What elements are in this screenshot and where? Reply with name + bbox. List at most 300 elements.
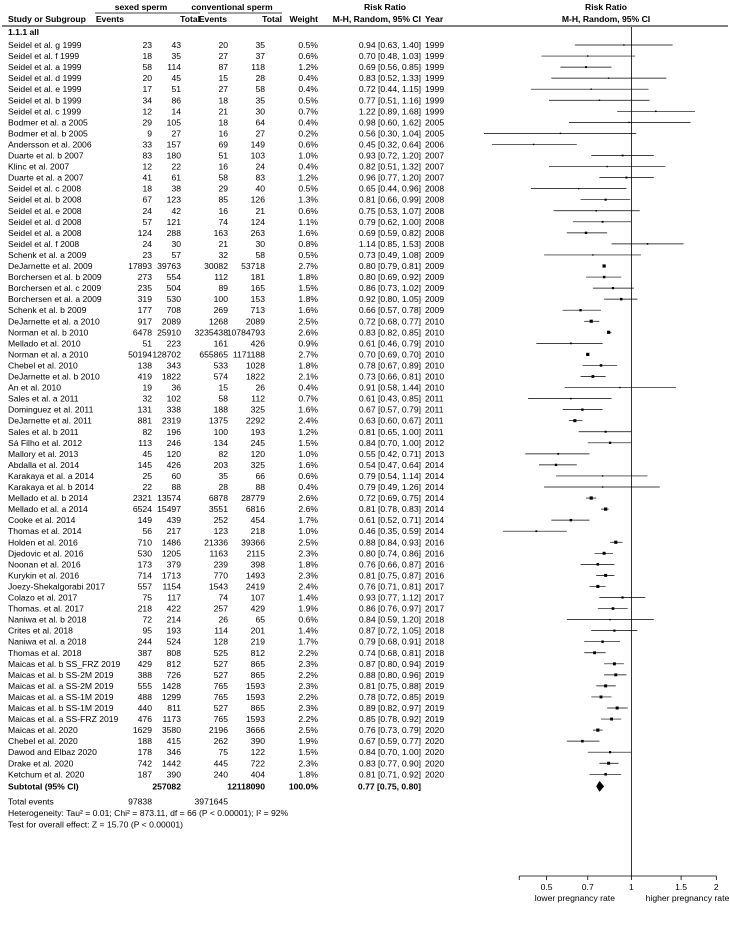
events-sexed: 23 [142,40,152,50]
group1-header: sexed sperm [114,2,168,12]
weight-value: 0.6% [298,51,318,62]
risk-ratio-ci: 0.70 [0.69, 0.70] [358,349,421,360]
risk-ratio-ci: 0.73 [0.49, 1.08] [358,249,421,260]
weight-value: 1.8% [298,272,318,283]
events-conventional: 58 [218,393,228,404]
events-conventional: 29 [218,183,228,194]
events-sexed: 917 [137,316,152,327]
subtotal-total-conventional: 12118090 [227,781,265,792]
total-sexed: 338 [166,404,181,415]
study-year: 2019 [425,658,445,669]
total-conventional: 245 [250,437,265,448]
total-conventional: 165 [250,283,265,294]
study-year: 2011 [425,404,444,415]
axis-label-left: lower pregnancy rate [534,893,615,903]
study-year: 2009 [425,249,445,260]
point-estimate [612,287,614,289]
study-name: Mallory et al. 2013 [8,448,79,459]
risk-ratio-ci: 0.93 [0.77, 1.12] [358,592,421,603]
events-sexed: 67 [142,194,152,205]
events-sexed: 177 [137,305,152,316]
events-conventional: 655865 [199,349,228,360]
study-year: 2020 [425,725,445,736]
events-sexed: 419 [137,371,152,382]
study-name: Borchersen et al. c 2009 [8,283,102,294]
total-conventional: 28779 [241,493,265,504]
events-conventional: 163 [213,227,228,238]
study-name: Mellado et al. a 2014 [8,504,88,515]
study-name: Seidel et al. e 2008 [8,205,82,216]
point-estimate [595,210,596,211]
point-estimate [599,100,600,101]
total-sexed: 390 [166,769,181,780]
point-estimate [579,309,581,311]
events-sexed: 19 [142,382,152,393]
events-sexed: 1629 [132,725,152,736]
events-conventional: 765 [213,680,228,691]
point-estimate [609,619,610,620]
total-sexed: 123 [166,194,181,205]
total-sexed: 30 [171,238,181,249]
study-year: 2011 [425,393,444,404]
total-conventional: 1822 [245,371,265,382]
risk-ratio-ci: 0.92 [0.80, 1.05] [358,294,421,305]
total-sexed: 246 [166,437,181,448]
study-name: Maicas et al. a SS-1M 2019 [8,691,114,702]
events-conventional: 239 [213,559,228,570]
weight-value: 0.4% [298,73,318,84]
total-conventional: 27 [255,128,265,139]
weight-value: 0.6% [298,470,318,481]
total-conventional: 865 [250,703,265,713]
total-conventional: 2089 [245,316,265,327]
weight-value: 0.7% [298,106,318,117]
weight-value: 2.3% [298,548,318,559]
total-conventional: 426 [250,338,265,349]
total-events-sexed: 97838 [128,796,152,807]
point-estimate [555,464,557,466]
total-sexed: 88 [171,482,181,492]
overall-effect-text: Test for overall effect: Z = 15.70 (P < 0.00001) [8,819,184,830]
weight-value: 1.0% [298,150,318,161]
weight-header: Weight [289,14,318,24]
events-conventional: 525 [213,647,228,658]
total-conventional: 21 [255,205,265,216]
risk-ratio-ci: 0.69 [0.59, 0.82] [358,227,421,238]
total-sexed: 1173 [162,714,181,725]
risk-ratio-ci: 0.98 [0.60, 1.62] [358,117,421,128]
risk-ratio-ci: 0.81 [0.75, 0.88] [358,680,421,691]
total-conventional: 83 [255,172,265,183]
total-conventional: 103 [250,150,265,161]
point-estimate [647,243,649,245]
point-estimate [533,144,534,145]
events-conventional: 35 [218,470,228,481]
study-name: Noonan et al. 2016 [8,559,81,570]
study-year: 2018 [425,636,445,647]
study-year: 2009 [425,305,445,316]
point-estimate [597,563,600,566]
events-sexed: 29 [142,117,152,128]
study-year: 2005 [425,128,445,139]
events-conventional: 74 [218,216,228,227]
events-conventional: 527 [213,703,228,713]
total-conventional: 812 [250,647,265,658]
study-name: Seidel et al. f 1999 [8,51,80,62]
events-conventional: 257 [213,603,228,614]
study-name: Dominguez et al. 2011 [8,404,94,415]
weight-value: 0.4% [298,382,318,393]
total-conventional: 1171188 [232,349,265,360]
weight-value: 1.9% [298,736,318,747]
study-name: Seidel et al. f 2008 [8,238,80,249]
weight-value: 1.2% [298,62,318,73]
plot-method-header: M-H, Random, 95% CI [561,14,651,24]
point-estimate [596,585,599,588]
study-name: Colazo et al. 2017 [8,592,78,603]
risk-ratio-ci: 0.72 [0.69, 0.75] [358,493,421,504]
total-conventional: 118 [251,62,265,73]
point-estimate [655,111,657,113]
point-estimate [602,221,604,223]
study-name: Seidel et al. b 1999 [8,95,82,106]
events-sexed: 22 [142,482,152,492]
study-name: Ketchum et al. 2020 [8,769,85,780]
events-sexed: 6524 [132,504,152,515]
study-name: Maicas et al. a SS-2M 2019 [8,680,114,691]
risk-ratio-ci: 0.91 [0.58, 1.44] [358,382,421,393]
events-sexed: 75 [142,592,152,603]
events-sexed: 58 [142,62,152,73]
total-sexed: 57 [171,249,181,260]
study-year: 2016 [425,537,445,548]
total-sexed: 422 [166,603,181,614]
study-year: 2019 [425,680,445,691]
weight-value: 0.5% [298,95,318,106]
study-year: 2008 [425,238,445,249]
events-sexed: 488 [137,691,152,702]
events-conventional: 18 [218,95,228,106]
events-sexed: 149 [137,515,152,526]
study-year: 2019 [425,669,445,680]
study-year: 2010 [425,349,445,360]
total-sexed: 43 [171,40,181,50]
subtotal-ci: 0.77 [0.75, 0.80] [357,781,421,792]
risk-ratio-ci: 0.72 [0.68, 0.77] [358,316,421,327]
events-sexed: 34 [142,95,152,106]
study-name: Crites et al. 2018 [8,625,73,636]
events-sexed: 387 [137,647,152,658]
risk-ratio-ci: 0.81 [0.78, 0.83] [358,504,421,515]
events-sexed: 173 [137,559,152,570]
study-name: Bodmer et al. b 2005 [8,128,88,139]
events-sexed: 83 [142,150,152,161]
risk-ratio-ci: 0.72 [0.44, 1.15] [358,84,421,95]
risk-ratio-ci: 0.73 [0.66, 0.81] [358,371,421,382]
total-conventional: 2419 [245,581,265,592]
total-conventional: 64 [255,117,265,128]
study-name: Schenk et al. b 2009 [8,305,87,316]
total-sexed: 105 [166,117,181,128]
events-conventional: 16 [218,161,228,172]
total-conventional: 153 [250,294,265,305]
study-year: 2016 [425,559,445,570]
events-conventional: 21336 [204,537,228,548]
events-sexed: 113 [138,437,152,448]
total-sexed: 346 [166,747,181,758]
events-sexed: 710 [137,537,152,548]
total-sexed: 812 [166,658,181,669]
total-conventional: 398 [250,559,265,570]
point-estimate [578,188,579,189]
total-sexed: 343 [166,360,181,371]
point-estimate [590,320,593,323]
risk-ratio-ci: 0.87 [0.72, 1.05] [358,625,421,636]
events-sexed: 218 [137,603,152,614]
study-year: 2010 [425,371,445,382]
risk-ratio-ci: 0.83 [0.82, 0.85] [358,327,421,338]
total-conventional: 6816 [245,504,265,515]
total-sexed: 1154 [162,581,181,592]
study-year: 2018 [425,614,445,625]
heterogeneity-text: Heterogeneity: Tau² = 0.01; Chi² = 873.11, df = 66 (P < 0.00001); I² = 92% [8,807,289,818]
x-tick-label: 0.7 [581,882,594,892]
risk-ratio-ci: 0.86 [0.76, 0.97] [358,603,421,614]
events-sexed: 131 [137,404,152,415]
events-conventional: 28 [218,482,228,492]
study-year: 2010 [425,327,445,338]
events-sexed: 557 [137,581,152,592]
events-conventional: 100 [213,426,228,437]
study-year: 1999 [425,51,445,62]
weight-value: 2.2% [298,647,318,658]
weight-value: 1.0% [298,448,318,459]
weight-value: 0.6% [298,205,318,216]
subtotal-total-sexed: 257082 [152,781,181,792]
risk-ratio-ci: 0.83 [0.52, 1.33] [358,73,421,84]
events-sexed: 51 [142,338,152,349]
risk-ratio-ci: 0.86 [0.73, 1.02] [358,283,421,294]
weight-value: 2.6% [298,327,318,338]
point-estimate [604,508,607,511]
study-name: Seidel et al. e 1999 [8,84,82,95]
total-conventional: 201 [250,625,265,636]
point-estimate [581,740,584,743]
events-conventional: 69 [218,139,228,150]
events-conventional: 100 [213,294,228,305]
weight-value: 2.6% [298,493,318,504]
point-estimate [557,453,559,455]
total-conventional: 219 [250,636,265,647]
total-sexed: 86 [171,95,181,106]
weight-value: 2.5% [298,725,318,736]
total-sexed: 217 [166,526,181,537]
events-conventional: 527 [213,658,228,669]
total-conventional: 58 [255,249,265,260]
study-name: Seidel et al. d 2008 [8,216,82,227]
events-conventional: 128 [213,636,228,647]
risk-ratio-ci: 0.78 [0.72, 0.85] [358,691,421,702]
events-conventional: 26 [218,614,228,625]
subtotal-label: Subtotal (95% CI) [8,781,79,792]
total-sexed: 27 [171,128,181,139]
point-estimate [605,199,607,201]
total-conventional: 2292 [245,415,265,426]
study-year: 2010 [425,360,445,371]
total-conventional: 713 [250,305,265,316]
study-year: 2018 [425,625,445,636]
weight-value: 0.6% [298,139,318,150]
point-estimate [602,475,603,476]
events-conventional: 3235438 [194,327,228,338]
study-year: 2020 [425,758,445,769]
total-sexed: 1822 [161,371,181,382]
study-year: 2014 [425,504,445,515]
events-conventional: 74 [218,592,228,603]
total-conventional: 1593 [245,714,265,725]
weight-value: 2.5% [298,537,318,548]
risk-ratio-ci: 1.22 [0.89, 1.68] [358,106,421,117]
total-conventional: 65 [255,614,265,625]
study-year: 1999 [425,106,445,117]
study-year: 2011 [425,415,444,426]
events-conventional: 18 [218,117,228,128]
weight-value: 0.5% [298,249,318,260]
total-conventional: 722 [250,758,265,769]
point-estimate [610,718,613,721]
risk-ratio-ci: 0.79 [0.49, 1.26] [358,482,421,492]
total-conventional: 3666 [245,725,265,736]
events-sexed: 2321 [132,493,152,504]
study-year: 2008 [425,183,445,194]
study-name: DeJarnette et al. b 2010 [8,371,100,382]
point-estimate [585,66,587,68]
study-name: Maicas et al. 2020 [8,725,78,736]
study-year: 2010 [425,382,445,393]
total-conventional: 35 [255,95,265,106]
events-sexed: 41 [142,172,152,183]
study-year: 2014 [425,515,445,526]
study-name: Borchersen et al. a 2009 [8,294,102,305]
total-conventional: 30 [255,238,265,249]
weight-value: 0.5% [298,40,318,50]
risk-ratio-ci: 0.84 [0.70, 1.00] [358,747,421,758]
events-conventional: 1163 [209,548,228,559]
total-sexed: 708 [166,305,181,316]
study-name: Maicas et al. a SS-FRZ 2019 [8,714,119,725]
risk-ratio-ci: 0.76 [0.73, 0.79] [358,725,421,736]
study-year: 2009 [425,283,445,294]
total-conventional: 390 [250,736,265,747]
study-year: 2007 [425,172,445,183]
total-conventional: 37 [255,51,265,62]
weight-value: 1.7% [298,636,318,647]
events-conventional: 445 [213,758,228,769]
events-conventional: 16 [218,128,228,139]
study-name: Karakaya et al. b 2014 [8,482,94,492]
point-estimate [587,55,588,56]
point-estimate [621,596,623,598]
risk-ratio-ci: 0.84 [0.70, 1.00] [358,437,421,448]
risk-ratio-ci: 0.79 [0.68, 0.91] [358,636,421,647]
events-conventional: 533 [213,360,228,371]
events-sexed: 17 [142,84,152,95]
weight-value: 2.4% [298,581,318,592]
events-conventional: 30082 [204,261,228,271]
point-estimate [614,673,617,676]
study-year: 2017 [425,581,445,592]
events-sexed: 188 [137,736,152,747]
events-sexed: 388 [137,669,152,680]
study-header: Study or Subgroup [8,14,86,24]
study-year: 2014 [425,459,445,470]
study-name: Karakaya et al. a 2014 [8,470,94,481]
risk-ratio-ci: 1.14 [0.85, 1.53] [358,238,421,249]
total-sexed: 120 [166,448,181,459]
weight-value: 0.8% [298,238,318,249]
subtotal-diamond [596,781,604,792]
risk-ratio-ci: 0.80 [0.79, 0.81] [358,261,421,271]
events-sexed: 33 [142,139,152,150]
events-sexed: 714 [137,570,152,581]
point-estimate [613,630,615,632]
total-sexed: 117 [167,592,181,603]
study-name: Duarte et al. b 2007 [8,150,84,161]
total-sexed: 808 [166,647,181,658]
total-sexed: 530 [166,294,181,305]
events-conventional: 15 [218,73,228,84]
events-conventional: 89 [218,283,228,294]
events-header-1: Events [95,14,124,24]
study-year: 2017 [425,592,445,603]
events-conventional: 21 [218,238,228,249]
risk-ratio-ci: 0.65 [0.44, 0.96] [358,183,421,194]
total-sexed: 157 [166,139,181,150]
total-conventional: 404 [250,769,265,780]
weight-value: 1.4% [298,592,318,603]
total-sexed: 15497 [157,504,181,515]
total-conventional: 53718 [241,261,265,271]
point-estimate [570,342,572,344]
study-name: Seidel et al. a 1999 [8,62,82,73]
total-conventional: 325 [250,459,265,470]
total-conventional: 1493 [245,570,265,581]
weight-value: 2.2% [298,714,318,725]
study-year: 2012 [425,437,445,448]
total-sexed: 45 [171,73,181,84]
risk-ratio-ci: 0.61 [0.46, 0.79] [358,338,421,349]
events-conventional: 27 [218,84,228,95]
risk-ratio-ci: 0.81 [0.65, 1.00] [358,426,421,437]
point-estimate [612,607,615,610]
total-conventional: 107 [250,592,265,603]
study-name: Norman et al. b 2010 [8,327,89,338]
events-conventional: 32 [218,249,228,260]
events-conventional: 134 [213,437,228,448]
events-conventional: 123 [213,526,228,537]
events-conventional: 269 [213,305,228,316]
events-conventional: 527 [213,669,228,680]
events-sexed: 244 [137,636,152,647]
total-sexed: 288 [166,227,181,238]
study-name: Schenk et al. a 2009 [8,249,87,260]
events-sexed: 235 [137,283,152,294]
risk-ratio-ci: 0.81 [0.75, 0.87] [358,570,421,581]
risk-ratio-ci: 0.69 [0.56, 0.85] [358,62,421,73]
study-name: Thomas et al. 2018 [8,647,82,658]
total-conventional: 120 [250,448,265,459]
point-estimate [603,552,606,555]
